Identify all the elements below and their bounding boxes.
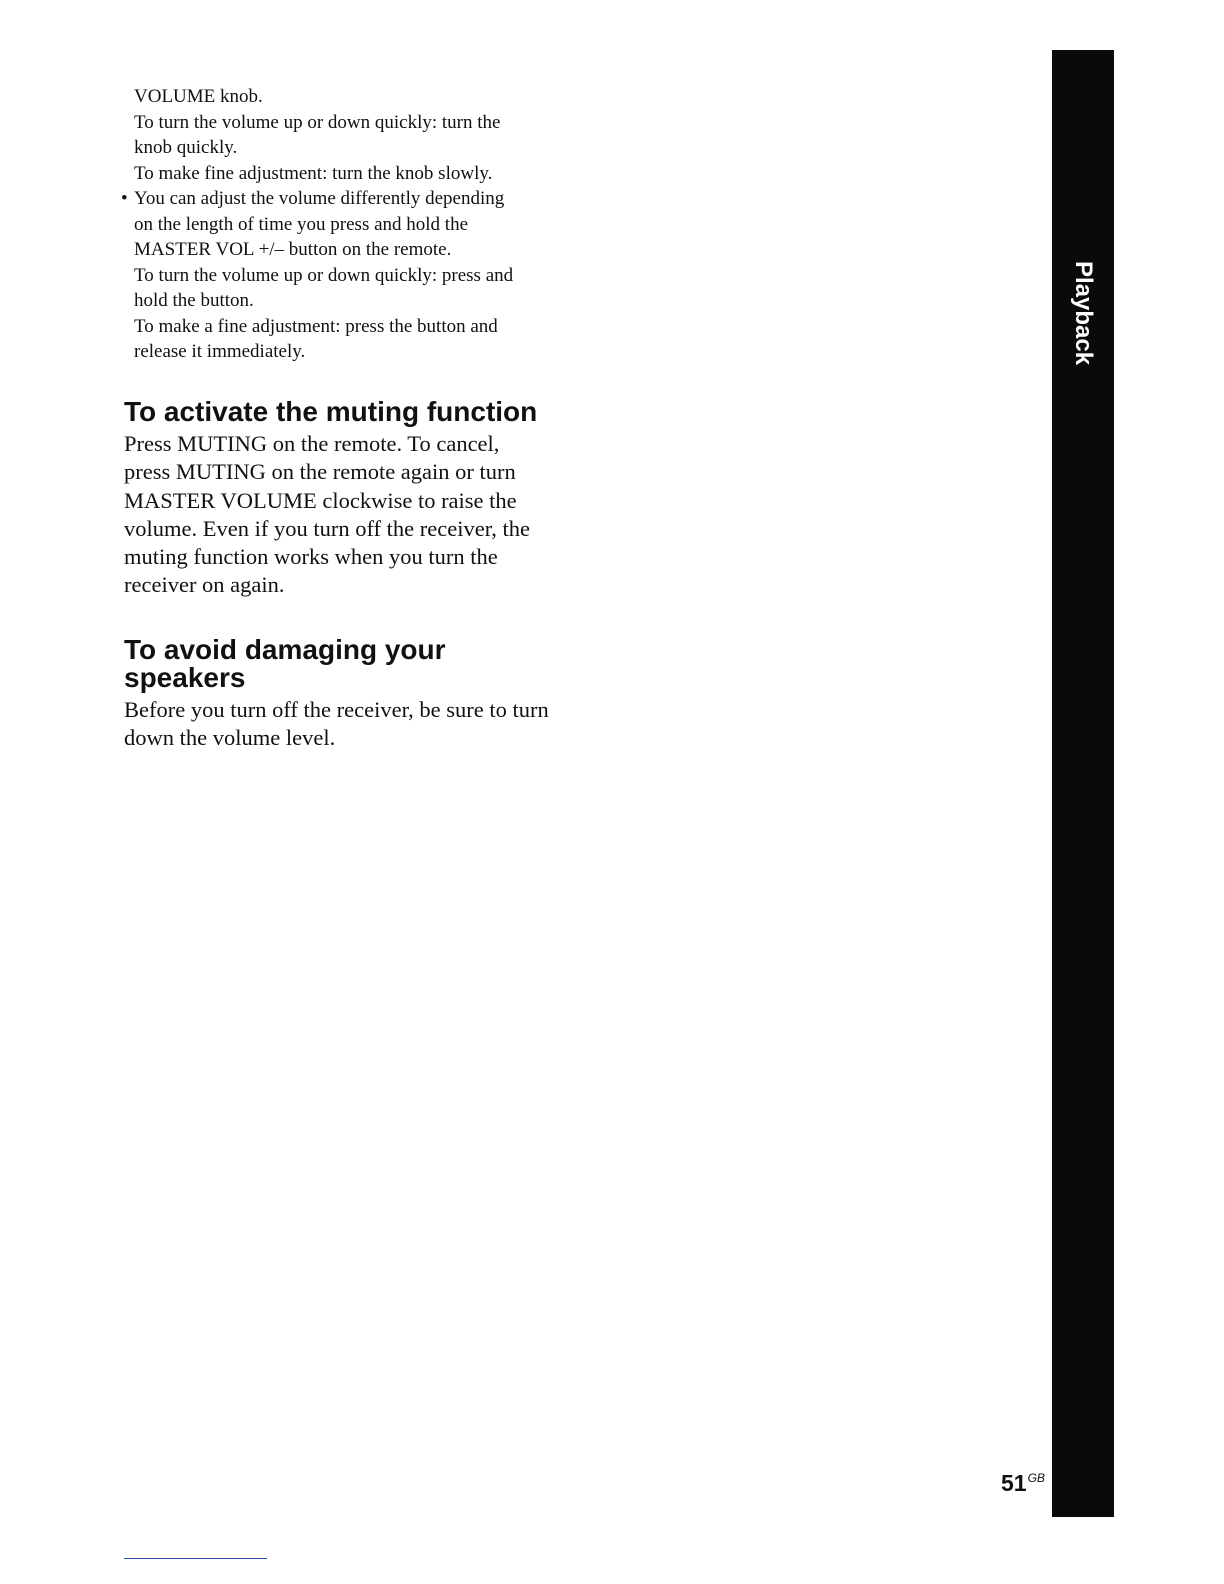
page-number	[1001, 1470, 1045, 1497]
page-number-suffix: GB	[1027, 1471, 1045, 1486]
body-line: muting function works when you turn the	[124, 544, 498, 570]
body-line: Press MUTING on the remote. To cancel,	[124, 431, 500, 456]
section-heading: To activate the muting function	[124, 396, 538, 427]
body-line: press MUTING on the remote again or turn	[124, 459, 516, 485]
page-number-value: 51	[1001, 1470, 1027, 1496]
volume-notes	[121, 84, 564, 365]
notes-line: MASTER VOL +/– button on the remote.	[134, 239, 452, 260]
side-tab-label: Playback	[1070, 260, 1097, 366]
heading-line: To avoid damaging your	[124, 634, 446, 665]
notes-line: You can adjust the volume differently depending	[134, 188, 505, 209]
notes-line: on the length of time you press and hold the	[134, 213, 469, 235]
speakers-section	[124, 636, 564, 753]
bullet-icon: •	[121, 188, 128, 209]
notes-line: knob quickly.	[134, 137, 238, 158]
muting-section	[124, 398, 564, 600]
body-line: down the volume level.	[124, 725, 336, 751]
body-line: Before you turn off the receiver, be sure to turn	[124, 697, 549, 722]
body-line: volume. Even if you turn off the receiver, the	[124, 515, 531, 541]
notes-line: VOLUME knob.	[134, 86, 263, 107]
notes-line: To turn the volume up or down quickly: turn the	[134, 111, 501, 133]
body-line: receiver on again.	[124, 572, 285, 598]
footer-rule	[124, 1558, 267, 1559]
body-line: MASTER VOLUME clockwise to raise the	[124, 487, 517, 513]
bullet-item	[121, 186, 564, 212]
notes-line: To turn the volume up or down quickly: press and	[134, 264, 514, 286]
notes-line: To make fine adjustment: turn the knob slowly.	[134, 162, 493, 184]
heading-line: speakers	[124, 662, 246, 693]
notes-line: To make a fine adjustment: press the button and	[134, 315, 498, 337]
section-heading	[124, 636, 564, 692]
notes-line: hold the button.	[134, 290, 254, 311]
notes-line: release it immediately.	[134, 341, 306, 362]
